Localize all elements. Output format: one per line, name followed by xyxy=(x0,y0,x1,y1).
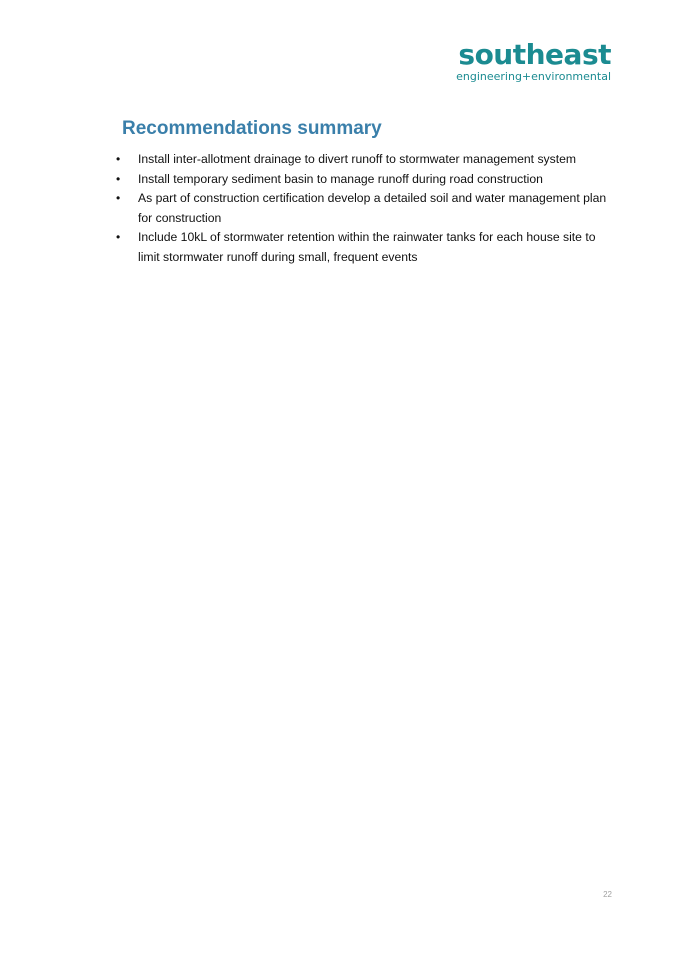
list-item xyxy=(113,170,613,190)
recommendations-list xyxy=(113,150,613,267)
section-title: Recommendations summary xyxy=(122,118,382,139)
logo-tagline: engineering+environmental xyxy=(456,70,611,83)
logo-name: southeast xyxy=(458,38,611,71)
company-logo xyxy=(451,40,611,83)
bullet-icon: • xyxy=(116,191,121,205)
bullet-icon: • xyxy=(116,230,121,244)
list-item-text: As part of construction certification develop a detailed soil and water management plan for construction xyxy=(138,191,607,225)
list-item xyxy=(113,228,613,267)
list-item-text: Install inter-allotment drainage to divert runoff to stormwater management system xyxy=(138,152,577,166)
list-item-text: Include 10kL of stormwater retention within the rainwater tanks for each house site to limit stormwater runoff during small, frequent events xyxy=(138,230,596,264)
bullet-icon: • xyxy=(116,171,121,186)
list-item-text: Install temporary sediment basin to manage runoff during road construction xyxy=(138,171,543,186)
list-item xyxy=(113,150,613,170)
bullet-icon: • xyxy=(116,152,121,166)
list-item xyxy=(113,189,613,228)
page-number: 22 xyxy=(603,890,612,899)
